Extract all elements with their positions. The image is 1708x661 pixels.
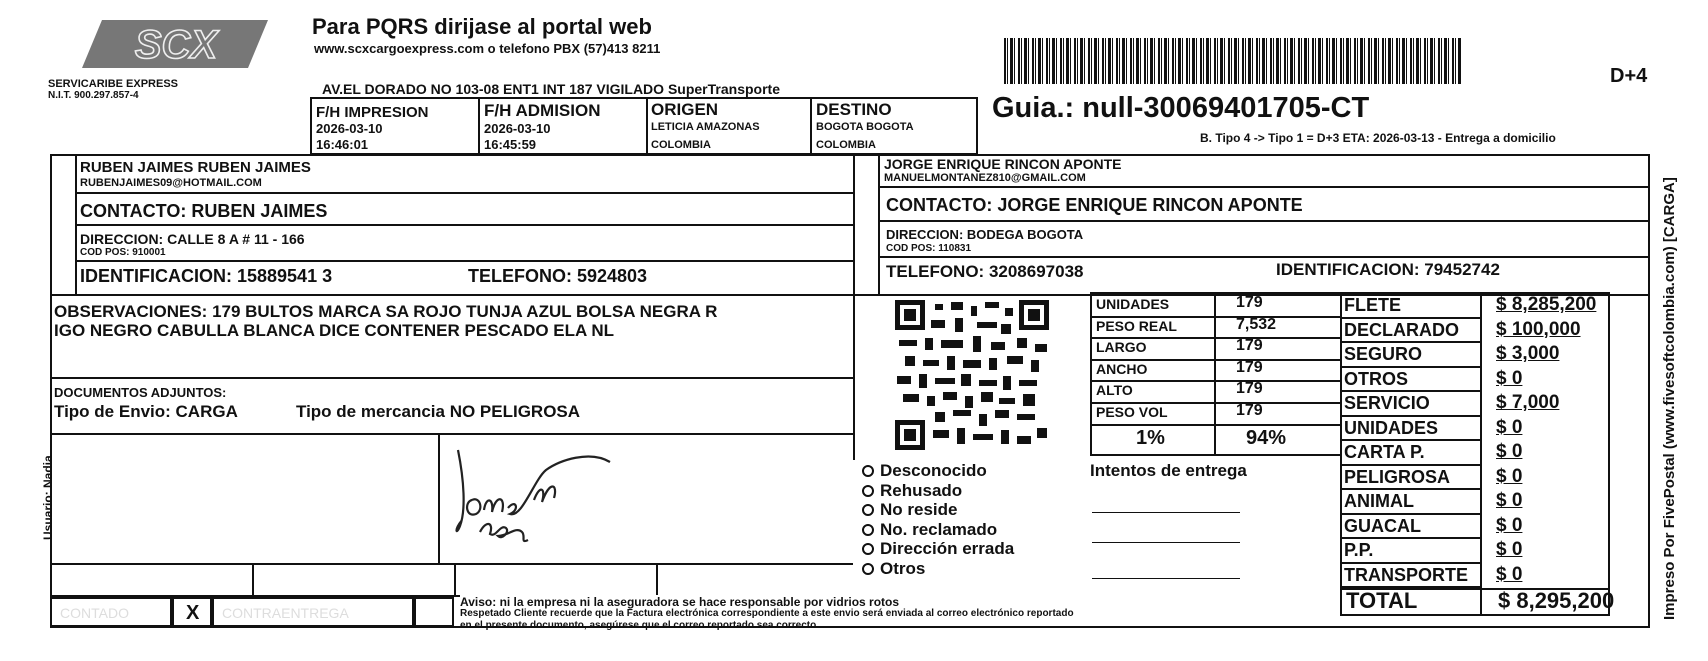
receiver-address: DIRECCION: BODEGA BOGOTA [886,227,1084,242]
sender-email: RUBENJAIMES09@HOTMAIL.COM [80,177,262,189]
measure-value: 179 [1236,358,1263,376]
delivery-status-option[interactable] [862,540,1014,557]
guide-barcode [1004,38,1462,84]
charge-label: SERVICIO [1344,393,1430,413]
charge-label: OTROS [1344,368,1409,389]
impresion-date: 2026-03-10 [316,121,383,136]
charge-value: $ 100,000 [1496,318,1581,340]
measure-value: 179 [1236,380,1263,398]
receiver-postal: COD POS: 110831 [886,243,972,254]
measure-row-divider [1090,424,1342,426]
measure-value: 179 [1236,402,1263,419]
radio-circle-icon[interactable] [862,485,874,497]
delivery-status-label: Desconocido [880,461,987,480]
charge-row-divider [1340,366,1480,368]
pqrs-contact: www.scxcargoexpress.com o telefono PBX (57)413 8211 [314,41,661,56]
company-address: AV.EL DORADO NO 103-08 ENT1 INT 187 VIGILADO SuperTransporte [322,81,780,97]
admision-date: 2026-03-10 [484,121,551,136]
documentos-label: DOCUMENTOS ADJUNTOS: [54,385,227,400]
payment-contado-label: CONTADO [60,605,129,621]
company-name: SERVICARIBE EXPRESS [48,78,179,90]
payment-contraentrega-label: CONTRAENTREGA [222,605,349,621]
origen-label: ORIGEN [651,100,719,119]
observaciones-line2: IGO NEGRO CABULLA BLANCA DICE CONTENER PESCADO ELA NL [54,321,615,340]
charge-value: $ 8,285,200 [1496,294,1597,315]
company-logo [80,18,270,70]
intentos-label: Intentos de entrega [1090,461,1247,480]
aviso-line2: Respetado Cliente recuerde que la Factura electrónica correspondiente a este envio será enviada al correo electrónico reportado [460,608,1074,619]
intento-line-3[interactable] [1092,578,1240,579]
payment-contraentrega-box[interactable] [212,597,414,627]
measure-label: UNIDADES [1096,296,1170,312]
receiver-contact: CONTACTO: JORGE ENRIQUE RINCON APONTE [886,195,1303,215]
delivery-status-option[interactable] [862,482,962,499]
delivery-code: D+4 [1610,65,1648,87]
signature-image [450,440,650,560]
destino-city: BOGOTA BOGOTA [816,121,914,133]
measure-label: ANCHO [1096,360,1148,377]
delivery-status-label: Otros [880,558,926,578]
sender-phone: TELEFONO: 5924803 [468,266,648,286]
charge-row-divider [1340,537,1480,539]
observaciones-line1: OBSERVACIONES: 179 BULTOS MARCA SA ROJO TUNJA AZUL BOLSA NEGRA R [54,302,718,321]
receiver-id: IDENTIFICACION: 79452742 [1276,260,1500,279]
radio-circle-icon[interactable] [862,504,874,516]
receiver-email: MANUELMONTANEZ810@GMAIL.COM [884,172,1086,184]
total-label: TOTAL [1346,588,1418,613]
delivery-status-option[interactable] [862,501,957,518]
impresion-label: F/H IMPRESION [316,104,429,121]
sender-contact: CONTACTO: RUBEN JAIMES [80,201,328,221]
payment-extra-box [414,597,454,627]
charge-row-divider [1340,439,1480,441]
destino-label: DESTINO [816,100,892,119]
tipo-mercancia: Tipo de mercancia NO PELIGROSA [296,402,581,421]
eta-line: B. Tipo 4 -> Tipo 1 = D+3 ETA: 2026-03-13 - Entrega a domicilio [1200,131,1556,145]
charge-value: $ 3,000 [1496,343,1560,364]
charge-row-divider [1340,513,1480,515]
charge-label: P.P. [1344,540,1374,560]
payment-mark: X [186,602,200,624]
sender-address: DIRECCION: CALLE 8 A # 11 - 166 [80,231,305,247]
measure-value: 179 [1236,294,1263,311]
percent-right: 94% [1246,427,1287,449]
side-usuario: Usuario: Nadia [41,455,55,540]
charge-value: $ 0 [1496,514,1523,536]
pqrs-title: Para PQRS dirijase al portal web [312,14,652,39]
percent-left: 1% [1136,427,1165,449]
delivery-status-label: No reside [880,500,958,519]
measure-value: 179 [1236,337,1263,355]
charge-value: $ 0 [1496,416,1523,438]
charge-value: $ 0 [1496,441,1523,462]
charge-value: $ 0 [1496,490,1523,511]
sender-postal: COD POS: 910001 [80,247,166,258]
charge-value: $ 0 [1496,465,1523,487]
total-value: $ 8,295,200 [1498,588,1615,613]
aviso-line1: Aviso: ni la empresa ni la aseguradora se hace responsable por vidrios rotos [460,595,900,609]
charge-row-divider [1340,341,1480,343]
charge-row-divider [1340,464,1480,466]
delivery-status-label: Dirección errada [880,539,1015,558]
svg-text:SCX: SCX [134,23,218,67]
tipo-envio: Tipo de Envio: CARGA [54,402,238,421]
origen-country: COLOMBIA [651,139,711,151]
admision-time: 16:45:59 [484,137,537,152]
charge-row-divider [1340,390,1480,392]
intento-line-2[interactable] [1092,542,1240,543]
charge-value: $ 0 [1496,367,1523,389]
delivery-status-option[interactable] [862,560,925,577]
radio-circle-icon[interactable] [862,543,874,555]
intento-line-1[interactable] [1092,512,1240,513]
charge-row-divider [1340,415,1480,417]
sender-id: IDENTIFICACION: 15889541 3 [80,266,333,286]
charge-value: $ 7,000 [1496,392,1560,413]
charge-label: UNIDADES [1344,417,1439,438]
charge-label: SEGURO [1344,344,1423,364]
payment-mark-box[interactable] [172,597,212,627]
admision-label: F/H ADMISION [484,101,601,120]
delivery-status-label: No. reclamado [880,519,998,539]
charge-value: $ 0 [1496,539,1523,560]
origen-city: LETICIA AMAZONAS [651,121,760,133]
qr-code [895,300,1049,450]
charge-row-divider [1340,317,1480,319]
delivery-status-option[interactable] [862,521,997,538]
delivery-status-label: Rehusado [880,480,963,500]
charge-label: ANIMAL [1344,491,1414,511]
measure-label: PESO VOL [1096,404,1168,420]
charge-value: $ 0 [1496,563,1523,585]
delivery-status-option[interactable] [862,462,987,479]
radio-circle-icon[interactable] [862,465,874,477]
payment-contado-box[interactable] [50,597,172,627]
charge-label: TRANSPORTE [1344,564,1469,585]
receiver-name: JORGE ENRIQUE RINCON APONTE [884,156,1122,172]
measure-label: PESO REAL [1096,317,1177,334]
measure-label: ALTO [1096,382,1133,399]
company-nit: N.I.T. 900.297.857-4 [48,90,139,101]
receiver-phone: TELEFONO: 3208697038 [886,262,1084,281]
side-impreso: Impreso Por FivePostal (www.fivesoftcolombia.com) [CARGA] [1661,177,1678,620]
aviso-line3: en el presente documento, asegúrese que el correo reportado sea correcto [460,620,817,631]
charge-label: PELIGROSA [1344,466,1451,487]
charge-label: CARTA P. [1344,442,1425,462]
charge-row-divider [1340,488,1480,490]
charge-row-divider [1340,562,1480,564]
guide-number: Guia.: null-30069401705-CT [992,92,1370,124]
impresion-time: 16:46:01 [316,137,369,152]
radio-circle-icon[interactable] [862,524,874,536]
charge-label: DECLARADO [1344,319,1459,340]
sender-name: RUBEN JAIMES RUBEN JAIMES [80,159,311,176]
charge-label: GUACAL [1344,515,1421,536]
measure-value: 7,532 [1236,315,1277,333]
charge-label: FLETE [1344,295,1401,315]
radio-circle-icon[interactable] [862,563,874,575]
measure-label: LARGO [1096,339,1147,356]
destino-country: COLOMBIA [816,139,876,151]
